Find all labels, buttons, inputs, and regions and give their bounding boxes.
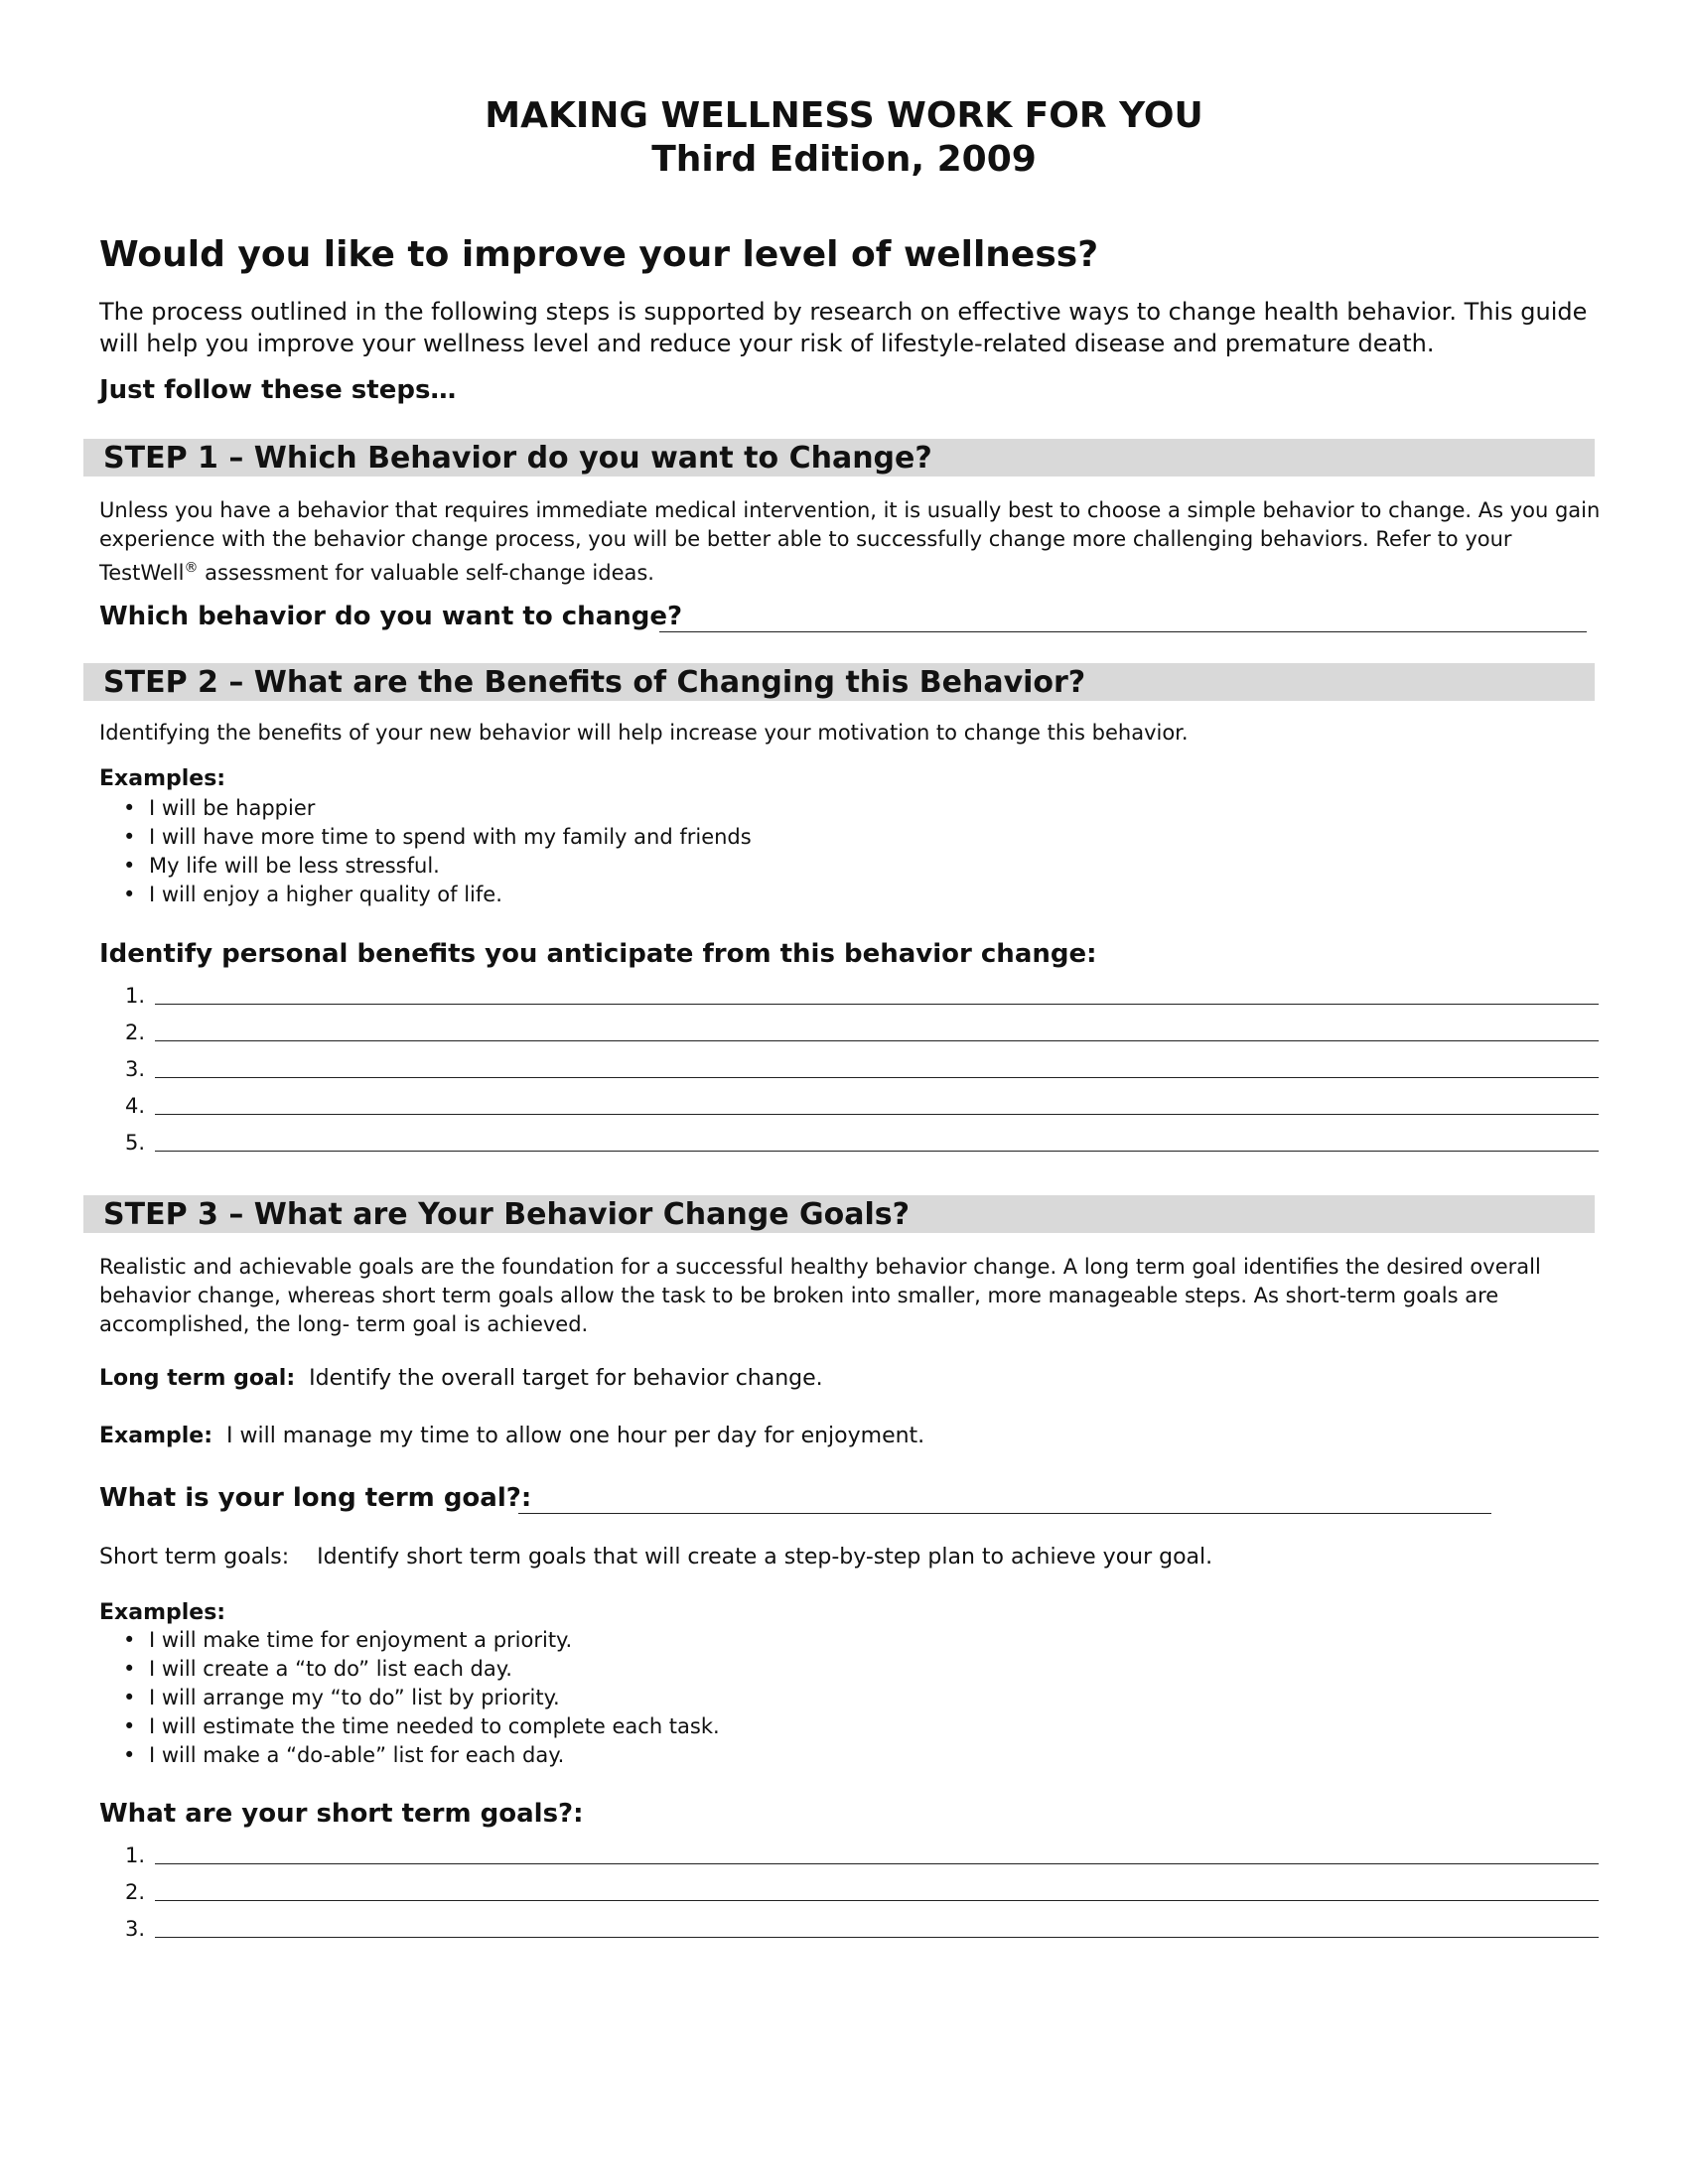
short-term-question: What are your short term goals?: (99, 1799, 584, 1829)
list-item: • My life will be less stressful. (123, 854, 440, 878)
long-term-goal-label: Long term goal: (99, 1366, 296, 1391)
example-label: Example: (99, 1424, 212, 1448)
registered-mark: ® (184, 560, 199, 576)
step3-paragraph: Realistic and achievable goals are the foundation for a successful healthy behavior change. A long term goal identifies the desired overall behavior change, whereas short term goals allow the task to be broken into smaller, more manageable steps. As short-term goals are accomplished, the long- term goal is achieved. (99, 1255, 1541, 1336)
behavior-answer-line[interactable] (659, 631, 1587, 632)
list-item: • I will make a “do-able” list for each day. (123, 1743, 565, 1767)
short-goal-line-1[interactable]: 1. (125, 1835, 1599, 1868)
short-term-goals-text: Identify short term goals that will create a step-by-step plan to achieve your goal. (317, 1545, 1213, 1570)
step3-examples-label: Examples: (99, 1600, 226, 1625)
step3-title: STEP 3 – What are Your Behavior Change Goals? (103, 1197, 911, 1232)
short-term-goals-row (99, 1545, 1212, 1570)
intro-heading: Would you like to improve your level of wellness? (99, 234, 1099, 275)
step2-paragraph: Identifying the benefits of your new behavior will help increase your motivation to change this behavior. (99, 721, 1189, 745)
list-item: • I will estimate the time needed to complete each task. (123, 1714, 720, 1738)
follow-steps-label: Just follow these steps… (99, 375, 457, 405)
step2-examples-label: Examples: (99, 766, 226, 791)
benefit-line-2[interactable]: 2. (125, 1012, 1599, 1045)
intro-paragraph: The process outlined in the following steps is supported by research on effective ways to change health behavior. This guide will help you improve your wellness level and reduce your risk of lifestyle-related disease and premature death. (99, 298, 1588, 357)
step1-question: Which behavior do you want to change? (99, 602, 683, 631)
list-item: • I will create a “to do” list each day. (123, 1657, 512, 1681)
step3-examples-list (123, 1626, 720, 1770)
step1-header-bar (83, 439, 1595, 477)
benefit-line-1[interactable]: 1. (125, 975, 1599, 1009)
short-goal-line-2[interactable]: 2. (125, 1871, 1599, 1905)
document-title: MAKING WELLNESS WORK FOR YOU (485, 95, 1203, 136)
long-term-goal-row (99, 1366, 823, 1391)
long-term-question: What is your long term goal?: (99, 1483, 532, 1513)
step1-title: STEP 1 – Which Behavior do you want to Change? (103, 441, 932, 476)
benefit-line-5[interactable]: 5. (125, 1122, 1599, 1156)
list-item: • I will be happier (123, 796, 316, 820)
step2-examples-list (123, 794, 752, 909)
example-text: I will manage my time to allow one hour per day for enjoyment. (226, 1424, 925, 1448)
step2-header-bar (83, 663, 1595, 701)
list-item: • I will enjoy a higher quality of life. (123, 883, 502, 906)
document-edition: Third Edition, 2009 (651, 139, 1037, 180)
step1-paragraph-tail: assessment for valuable self-change ideas. (198, 561, 654, 585)
step1-paragraph-text: Unless you have a behavior that requires immediate medical intervention, it is usually best to choose a simple behavior to change. As you gain experience with the behavior change process, you will be better able to successfully change more challenging behaviors. Refer to your TestWell (99, 498, 1601, 585)
list-item: • I will have more time to spend with my family and friends (123, 825, 752, 849)
short-term-goals-label: Short term goals: (99, 1545, 290, 1570)
short-goal-line-3[interactable]: 3. (125, 1908, 1599, 1942)
benefit-line-4[interactable]: 4. (125, 1085, 1599, 1119)
list-item: • I will make time for enjoyment a priority. (123, 1628, 573, 1652)
list-item: • I will arrange my “to do” list by priority. (123, 1686, 560, 1709)
benefit-line-3[interactable]: 3. (125, 1048, 1599, 1082)
step3-header-bar (83, 1195, 1595, 1233)
long-term-example-row (99, 1424, 924, 1448)
long-term-answer-line[interactable] (518, 1513, 1491, 1514)
step2-title: STEP 2 – What are the Benefits of Changing this Behavior? (103, 665, 1086, 700)
step2-prompt: Identify personal benefits you anticipate from this behavior change: (99, 939, 1097, 969)
step1-paragraph (99, 496, 1609, 588)
long-term-goal-text: Identify the overall target for behavior change. (309, 1366, 823, 1391)
